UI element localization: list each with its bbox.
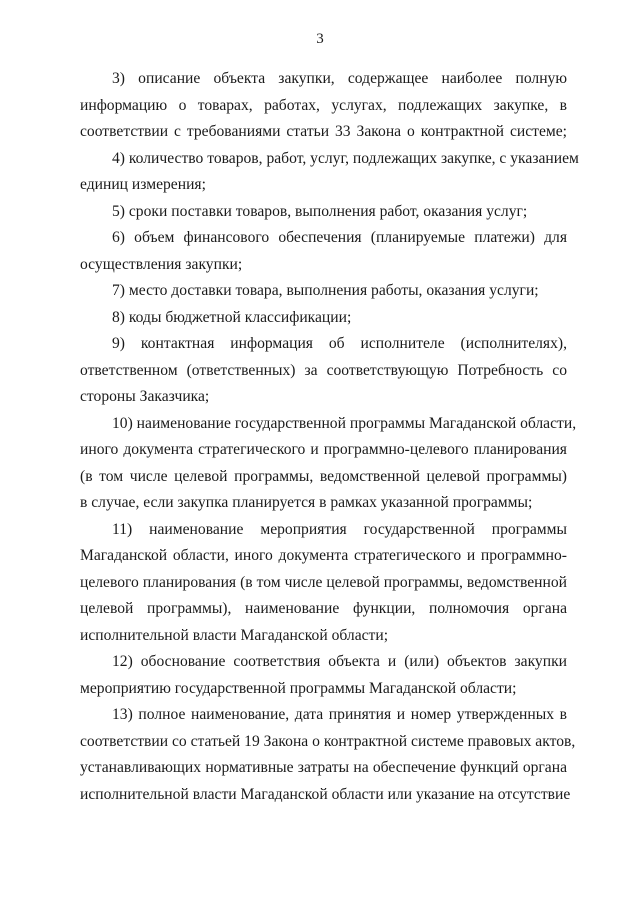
text-line: 6) объем финансового обеспечения (планируемые платежи) для (112, 229, 567, 246)
text-line: 7) место доставки товара, выполнения работы, оказания услуги; (112, 282, 539, 299)
text-line: осуществления закупки; (80, 255, 243, 273)
text-line: 11) наименование мероприятия государственной программы (112, 520, 567, 538)
text-line: Магаданской области, иного документа стратегического и программно- (80, 547, 567, 564)
text-line: ответственном (ответственных) за соответствующую Потребность со (80, 361, 567, 379)
page-number: 3 (316, 31, 324, 47)
text-line: информацию о товарах, работах, услугах, подлежащих закупке, в (80, 96, 567, 114)
text-line: соответствии с требованиями статьи 33 Закона о контрактной системе; (80, 123, 567, 140)
text-line: стороны Заказчика; (80, 388, 210, 405)
text-line: 9) контактная информация об исполнителе (исполнителях), (112, 335, 567, 352)
text-line: 12) обоснование соответствия объекта и (или) объектов закупки (112, 653, 567, 670)
text-line: исполнительной власти Магаданской области; (80, 626, 389, 644)
text-line: 10) наименование государственной программы Магаданской области, (112, 414, 577, 432)
text-line: иного документа стратегического и программно-целевого планирования (80, 441, 567, 458)
text-line: целевой программы), наименование функции, полномочия органа (80, 600, 567, 617)
text-line: 8) коды бюджетной классификации; (112, 308, 352, 326)
text-line: 4) количество товаров, работ, услуг, подлежащих закупке, с указанием (112, 149, 579, 167)
text-line: мероприятию государственной программы Магаданской области; (80, 679, 517, 697)
text-line: соответствии со статьей 19 Закона о контрактной системе правовых актов, (80, 732, 576, 750)
document-body (80, 66, 579, 808)
text-line: (в том числе целевой программы, ведомственной целевой программы) (80, 467, 567, 485)
text-line: устанавливающих нормативные затраты на обеспечение функций органа (80, 759, 567, 776)
text-line: единиц измерения; (80, 176, 206, 193)
text-line: 5) сроки поставки товаров, выполнения работ, оказания услуг; (112, 202, 528, 220)
text-line: 3) описание объекта закупки, содержащее наиболее полную (112, 70, 567, 87)
text-line: в случае, если закупка планируется в рамках указанной программы; (80, 494, 533, 511)
text-line: 13) полное наименование, дата принятия и номер утвержденных в (112, 706, 567, 723)
text-line: исполнительной власти Магаданской области или указание на отсутствие (80, 785, 571, 803)
text-line: целевого планирования (в том числе целевой программы, ведомственной (80, 573, 567, 591)
